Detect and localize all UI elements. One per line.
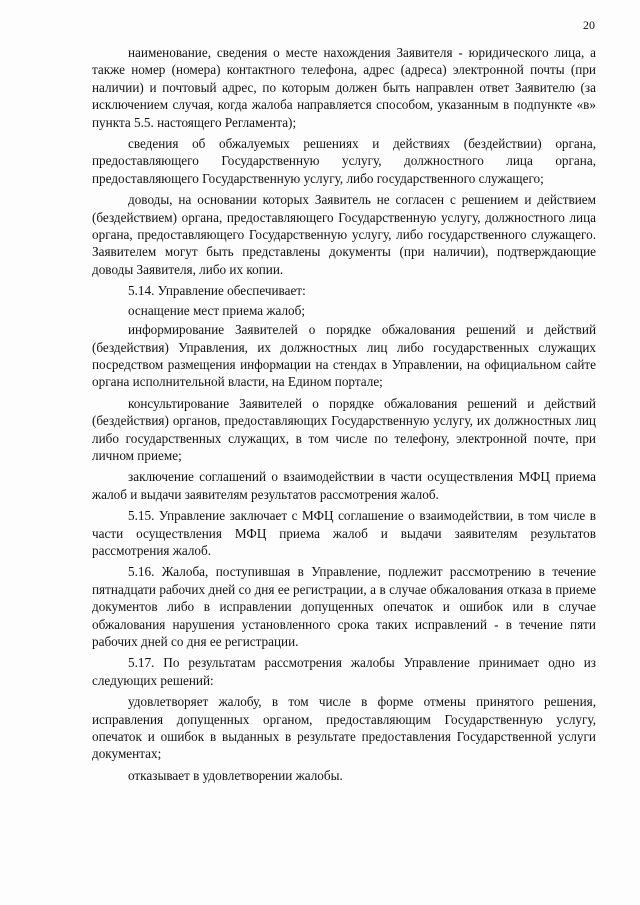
paragraph-informing: информирование Заявителей о порядке обжалования решений и действий (бездействия) Управления, их должностных лиц либо государственных служащих посредством размещения информации на стендах в Управлении, на официальном сайте органа исполнительной власти, на Едином портале; <box>92 322 596 390</box>
paragraph-applicant-details: наименование, сведения о месте нахождения Заявителя - юридического лица, а также номер (номера) контактного телефона, адрес (адреса) электронной почты (при наличии) и почтовый адрес, по которым должен быть направлен ответ Заявителю (за исключением случая, когда жалоба направляется способом, указанным в подпункте «в» пункта 5.5. настоящего Регламента); <box>92 45 596 130</box>
paragraph-appealed-decisions: сведения об обжалуемых решениях и действиях (бездействии) органа, предоставляющего Государственную услугу, должностного лица органа, предоставляющего Государственную услугу, либо государственного служащего; <box>92 136 596 186</box>
paragraph-5-15: 5.15. Управление заключает с МФЦ соглашение о взаимодействии, в том числе в части осуществления МФЦ приема жалоб и выдачи заявителям результатов рассмотрения жалоб. <box>92 508 596 558</box>
document-body <box>92 44 596 788</box>
paragraph-5-17: 5.17. По результатам рассмотрения жалобы Управление принимает одно из следующих решений: <box>92 655 596 688</box>
paragraph-arguments: доводы, на основании которых Заявитель не согласен с решением и действием (бездействием) органа, предоставляющего Государственную услугу, должностного лица органа, предоставляющего Государственную услугу, либо государственного служащего. Заявителем могут быть представлены документы (при наличии), подтверждающие доводы Заявителя, либо их копии. <box>92 192 596 277</box>
paragraph-5-14: 5.14. Управление обеспечивает: <box>128 283 306 299</box>
paragraph-equipment: оснащение мест приема жалоб; <box>128 302 305 318</box>
paragraph-satisfies: удовлетворяет жалобу, в том числе в форме отмены принятого решения, исправления допущенных органом, предоставляющим Государственную услугу, опечаток и ошибок в выданных в результате предоставления Государственной услуги документах; <box>92 694 596 762</box>
page-number: 20 <box>583 18 595 32</box>
paragraph-consulting: консультирование Заявителей о порядке обжалования решений и действий (бездействия) органов, предоставляющих Государственную услугу, их должностных лиц либо государственных служащих, в том числе по телефону, электронной почте, при личном приеме; <box>92 395 596 463</box>
paragraph-refuses: отказывает в удовлетворении жалобы. <box>128 767 343 783</box>
paragraph-5-16: 5.16. Жалоба, поступившая в Управление, подлежит рассмотрению в течение пятнадцати рабочих дней со дня ее регистрации, а в случае обжалования отказа в приеме документов либо в исправлении допущенных опечаток и ошибок или в случае обжалования нарушения установленного срока таких исправлений - в течение пяти рабочих дней со дня ее регистрации. <box>92 564 596 649</box>
paragraph-agreements: заключение соглашений о взаимодействии в части осуществления МФЦ приема жалоб и выдачи заявителям результатов рассмотрения жалоб. <box>92 469 596 502</box>
